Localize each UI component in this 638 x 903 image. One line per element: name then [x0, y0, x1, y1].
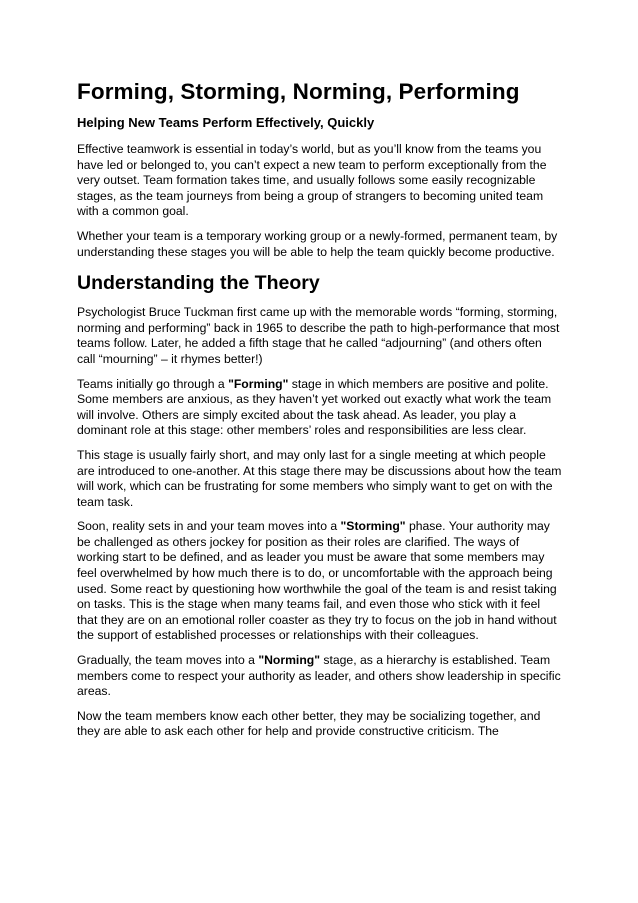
- norming-term: "Norming": [258, 653, 320, 668]
- forming-paragraph: [77, 377, 563, 439]
- intro-paragraph-2: Whether your team is a temporary working group or a newly-formed, permanent team, by understanding these stages you will be able to help the team quickly become productive.: [77, 228, 558, 259]
- storming-paragraph: [77, 519, 563, 644]
- forming-term: "Forming": [228, 376, 289, 391]
- short-stage-paragraph: This stage is usually fairly short, and may only last for a single meeting at which people are introduced to one-another. At this stage there may be discussions about how the team will work, which can be frustrating for some members who simply want to get on with the team task.: [77, 447, 562, 509]
- storming-text-before: Soon, reality sets in and your team moves into a: [77, 519, 341, 534]
- norming-paragraph: [77, 653, 563, 700]
- last-paragraph: Now the team members know each other better, they may be socializing together, and they are able to ask each other for help and provide constructive criticism. The: [77, 708, 541, 739]
- forming-text-before: Teams initially go through a: [77, 376, 229, 391]
- document-page: [77, 78, 563, 749]
- storming-term: "Storming": [340, 519, 406, 534]
- document-subtitle: Helping New Teams Perform Effectively, Quickly: [77, 115, 375, 130]
- document-title: Forming, Storming, Norming, Performing: [77, 79, 520, 104]
- forming-text-after: stage in which members are positive and polite. Some members are anxious, as they haven’t yet worked out exactly what work the team will involve. Others are simply excited about the task ahead. As leader, you play a dominant role at this stage: other members’ roles and responsibilities are less clear.: [77, 376, 552, 438]
- storming-text-after: phase. Your authority may be challenged as others jockey for position as their roles are clarified. The ways of working start to be defined, and as leader you must be aware that some members may feel overwhelmed by how much there is to do, or uncomfortable with the approach being used. Some react by questioning how worthwhile the goal of the team is and resist taking on tasks. This is the stage when many teams fail, and even those who stick with it feel that they are on an emotional roller coaster as they try to focus on the job in hand without the support of established processes or relationships with their colleagues.: [77, 519, 557, 643]
- theory-paragraph: Psychologist Bruce Tuckman first came up with the memorable words “forming, storming, norming and performing” back in 1965 to describe the path to high-performance that most teams follow. Later, he added a fifth stage that he called “adjourning” (and others often call “mourning” – it rhymes better!): [77, 305, 560, 366]
- norming-text-before: Gradually, the team moves into a: [77, 653, 259, 668]
- intro-paragraph-1: Effective teamwork is essential in today’s world, but as you’ll know from the teams you have led or belonged to, you can’t expect a new team to perform exceptionally from the very outset. Team formation takes time, and usually follows some easily recognizable stages, as the team journeys from being a group of strangers to becoming united team with a common goal.: [77, 142, 547, 219]
- section-heading: Understanding the Theory: [77, 272, 320, 295]
- norming-text-after: stage, as a hierarchy is established. Team members come to respect your authority as leader, and others show leadership in specific areas.: [77, 653, 561, 699]
